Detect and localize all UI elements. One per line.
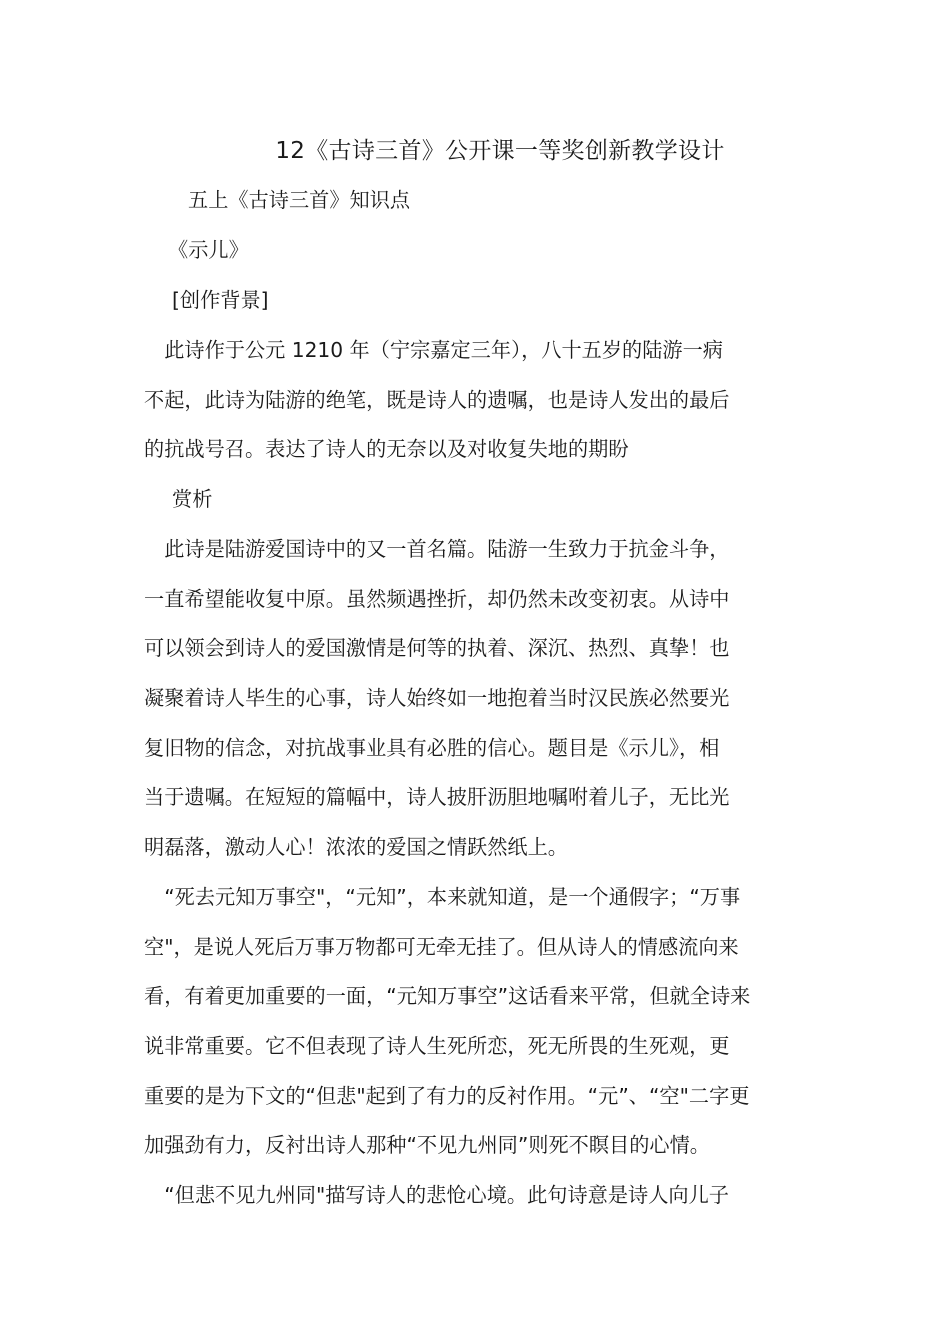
paragraph3-line-4: 说非常重要。它不但表现了诗人生死所恋，死无所畏的生死观，更 [144,1034,730,1058]
paragraph3-line-1: “死去元知万事空"，“元知”，本来就知道，是一个通假字；“万事 [144,885,741,909]
poem-title: 《示儿》 [168,238,249,262]
analysis-line-1: 此诗是陆游爱国诗中的又一首名篇。陆游一生致力于抗金斗争， [144,537,730,561]
section-heading-analysis: 赏析 [172,487,213,511]
paragraph3-line-3: 看，有着更加重要的一面，“元知万事空”这话看来平常，但就全诗来 [144,984,751,1008]
paragraph3-line-6: 加强劲有力，反衬出诗人那种“不见九州同”则死不瞑目的心情。 [144,1133,710,1157]
analysis-line-4: 凝聚着诗人毕生的心事，诗人始终如一地抱着当时汉民族必然要光 [144,686,730,710]
background-line-1: 此诗作于公元 1210 年（宁宗嘉定三年），八十五岁的陆游一病 [144,338,723,362]
analysis-line-2: 一直希望能收复中原。虽然频遇挫折，却仍然未改变初衷。从诗中 [144,587,730,611]
background-line-3: 的抗战号召。表达了诗人的无奈以及对收复失地的期盼 [144,437,629,461]
analysis-line-6: 当于遗嘱。在短短的篇幅中，诗人披肝沥胆地嘱咐着儿子，无比光 [144,785,730,809]
background-line-2: 不起，此诗为陆游的绝笔，既是诗人的遗嘱，也是诗人发出的最后 [144,388,730,412]
paragraph4-line-1: “但悲不见九州同"描写诗人的悲怆心境。此句诗意是诗人向儿子 [144,1183,729,1207]
analysis-line-7: 明磊落，激动人心！浓浓的爱国之情跃然纸上。 [144,835,568,859]
document-title: 12《古诗三首》公开课一等奖创新教学设计 [275,138,725,164]
subtitle: 五上《古诗三首》知识点 [188,188,411,212]
section-heading-background: [创作背景] [172,288,269,312]
analysis-line-5: 复旧物的信念，对抗战事业具有必胜的信心。题目是《示儿》，相 [144,736,720,760]
paragraph3-line-5: 重要的是为下文的“但悲"起到了有力的反衬作用。“元”、“空"二字更 [144,1084,750,1108]
analysis-line-3: 可以领会到诗人的爱国激情是何等的执着、深沉、热烈、真挚！也 [144,636,730,660]
paragraph3-line-2: 空"，是说人死后万事万物都可无牵无挂了。但从诗人的情感流向来 [144,935,739,959]
